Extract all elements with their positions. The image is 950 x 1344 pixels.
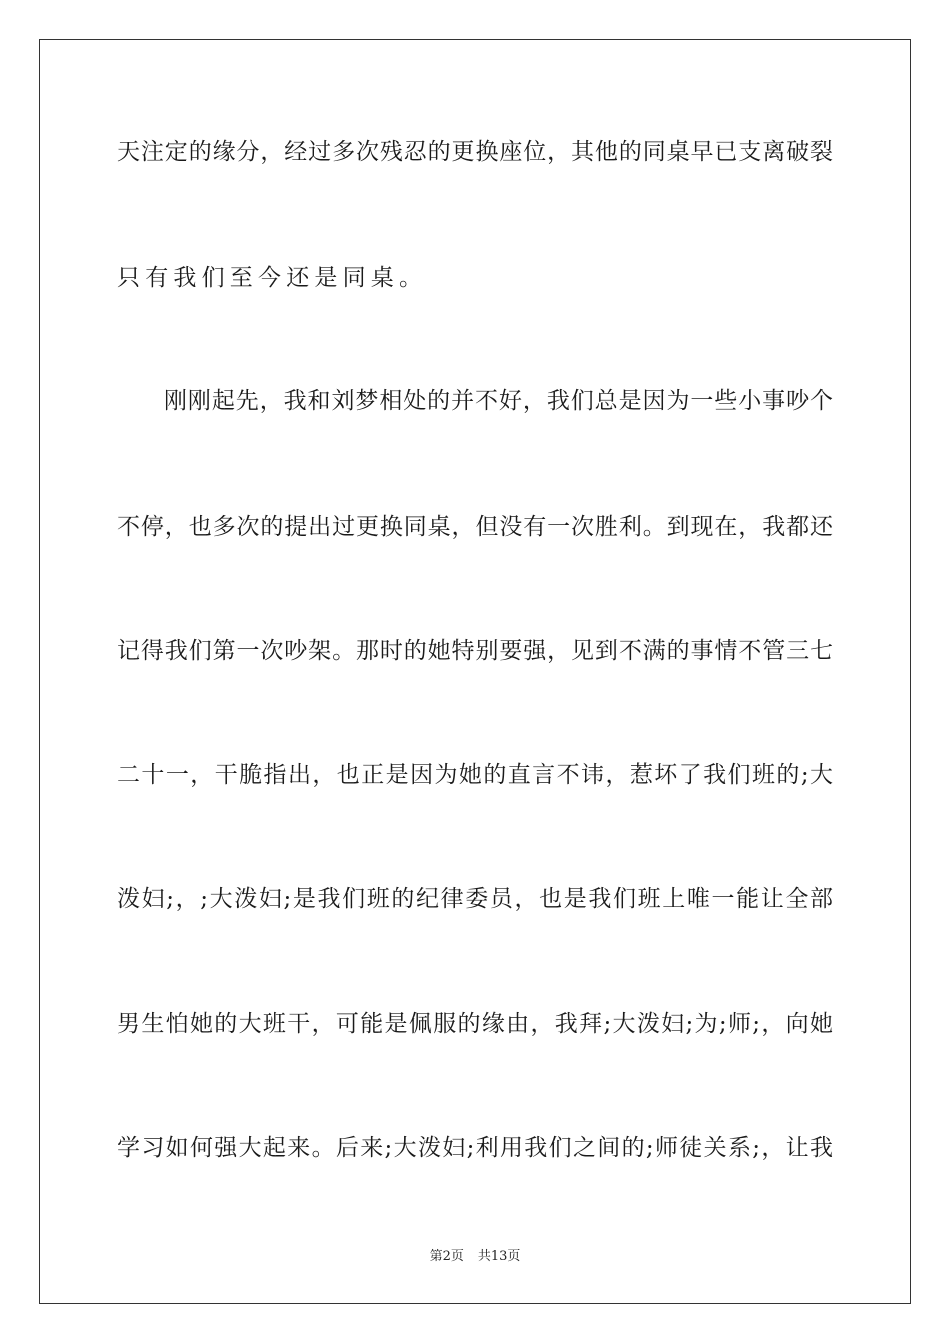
text-line-6: 二十一，干脆指出，也正是因为她的直言不讳，惹坏了我们班的;大 — [117, 762, 833, 788]
text-line-2: 只有我们至今还是同桌。 — [117, 265, 428, 291]
page-footer — [0, 1248, 950, 1266]
page-border — [39, 39, 911, 1304]
text-line-3: 刚刚起先，我和刘梦相处的并不好，我们总是因为一些小事吵个 — [164, 388, 833, 414]
text-line-9: 学习如何强大起来。后来;大泼妇;利用我们之间的;师徒关系;，让我 — [117, 1135, 833, 1161]
text-line-1: 天注定的缘分，经过多次残忍的更换座位，其他的同桌早已支离破裂 — [117, 139, 833, 165]
page-number: 第2页 — [429, 1249, 464, 1264]
page-total: 共13页 — [477, 1249, 521, 1264]
text-line-4: 不停，也多次的提出过更换同桌，但没有一次胜利。到现在，我都还 — [117, 514, 833, 540]
text-line-5: 记得我们第一次吵架。那时的她特别要强，见到不满的事情不管三七 — [117, 638, 833, 664]
text-line-8: 男生怕她的大班干，可能是佩服的缘由，我拜;大泼妇;为;师;，向她 — [117, 1011, 833, 1037]
text-line-7: 泼妇;，;大泼妇;是我们班的纪律委员，也是我们班上唯一能让全部 — [117, 886, 833, 912]
